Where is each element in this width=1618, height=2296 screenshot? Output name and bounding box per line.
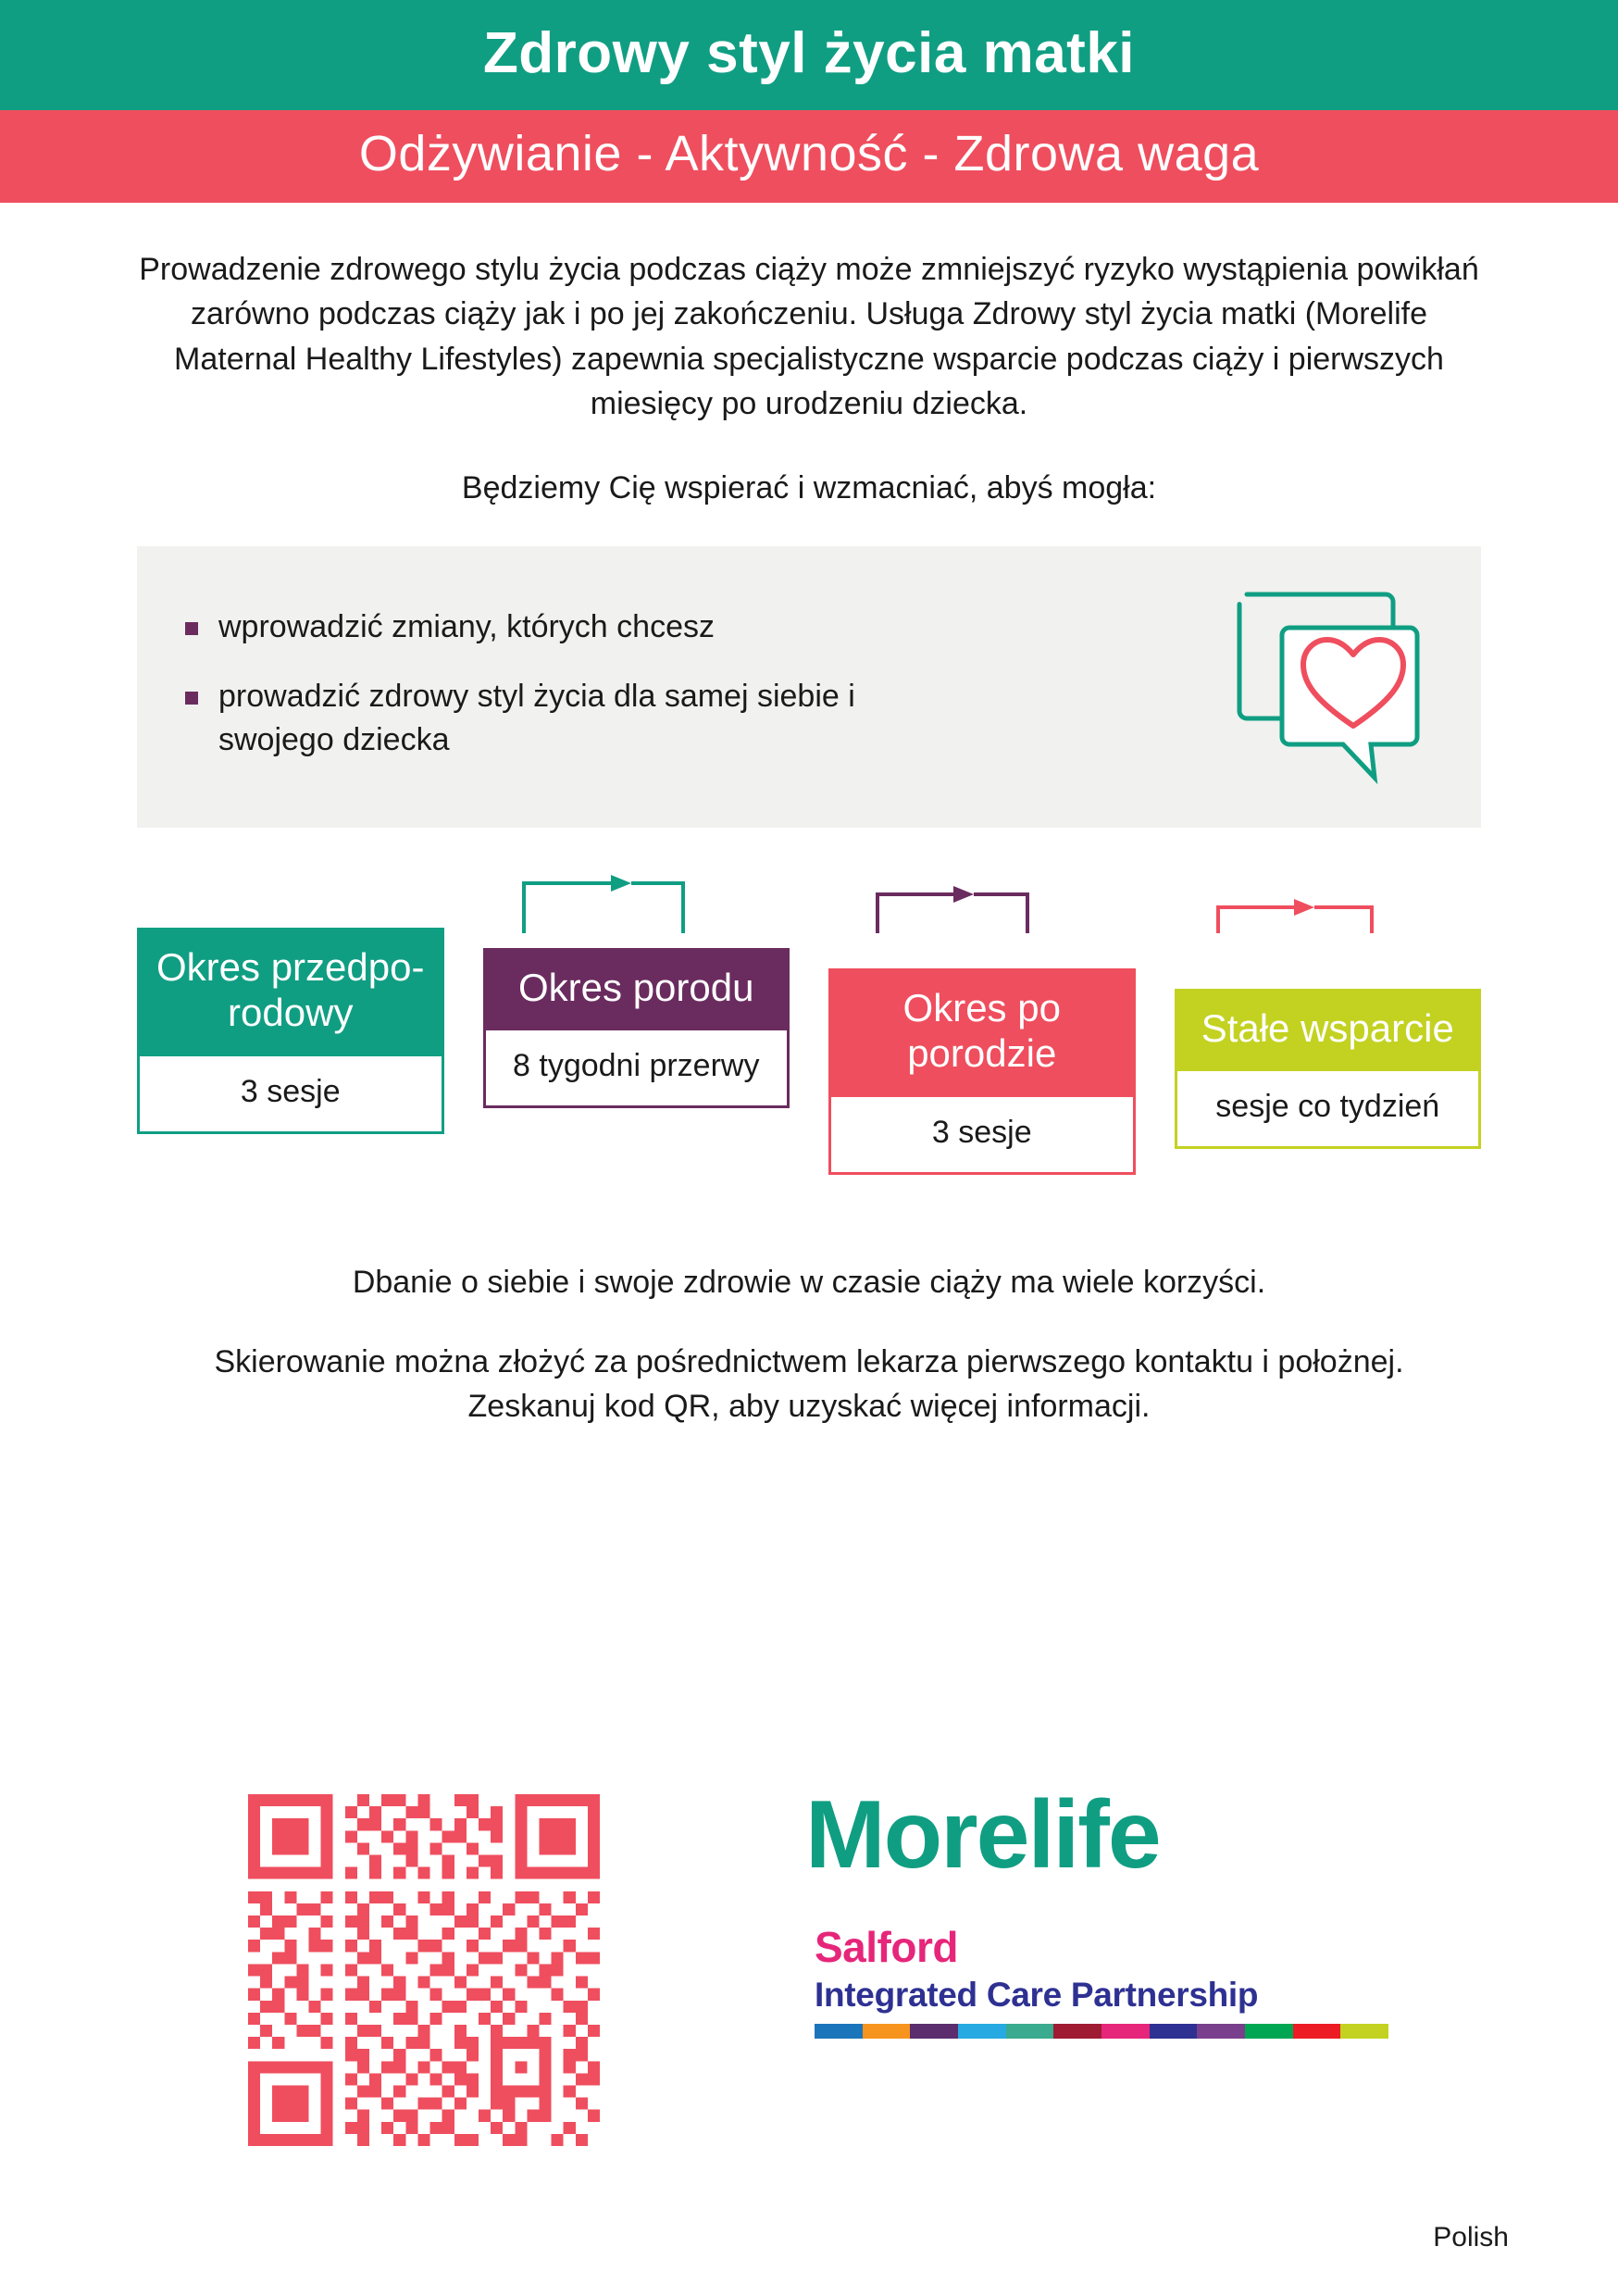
benefit-statement: Dbanie o siebie i swoje zdrowie w czasie ciąży ma wiele korzyści. [352,1264,1266,1300]
salford-logo-line2: Integrated Care Partnership [815,1976,1259,2014]
list-item-label: wprowadzić zmiany, których chcesz [218,609,715,645]
benefits-list [174,605,1222,762]
stage-title: Okres porodu [483,948,790,1031]
stage-title: Stałe wsparcie [1175,989,1482,1072]
intro-paragraph: Prowadzenie zdrowego stylu życia podczas ciąży może zmniejszyć ryzyko wystąpienia powikłań zarówno podczas ciąży jak i po jej zakończeniu. Usługa Zdrowy styl życia matki (Morelife Maternal Healthy Lifestyles) zapewnia specjalistyczne wsparcie podczas ciąży i pierwszych miesięcy po urodzeniu dziecka. [139,252,1479,421]
bullet-square-icon [185,622,198,635]
list-item [185,675,1222,762]
stage-birth [483,948,790,1108]
page-title: Zdrowy styl życia matki [0,0,1618,110]
stage-detail: sesje co tydzień [1175,1071,1482,1149]
salford-logo-line1: Salford [815,1923,958,1971]
stage-detail: 8 tygodni przerwy [483,1030,790,1108]
intro-lead-in: Będziemy Cię wspierać i wzmacniać, abyś mogła: [461,470,1157,506]
list-item-label: prowadzić zdrowy styl życia dla samej siebie i swojego dziecka [218,679,855,758]
page-subtitle: Odżywianie - Aktywność - Zdrowa waga [0,110,1618,203]
footer [0,1778,1618,2296]
salford-color-bar [815,2024,1388,2039]
benefits-panel [137,546,1481,828]
stage-detail: 3 sesje [137,1056,444,1134]
list-item [185,605,1222,649]
referral-instructions: Skierowanie można złożyć za pośrednictwem lekarza pierwszego kontaktu i położnej. Zeskanuj kod QR, aby uzyskać więcej informacji. [214,1343,1404,1424]
salford-icp-logo [815,1922,1388,2039]
language-label: Polish [1433,2222,1509,2252]
stage-title: Okres przedpo-rodowy [137,928,444,1056]
stage-title: Okres po porodzie [828,968,1136,1097]
stage-antenatal [137,928,444,1134]
pathway-stages [137,870,1481,1231]
morelife-logo: Morelife [805,1781,1160,1889]
stage-ongoing-support [1175,989,1482,1149]
bullet-square-icon [185,692,198,705]
speech-bubble-heart-icon [1222,578,1444,791]
stage-arrows [137,870,1481,935]
stage-postnatal [828,968,1136,1175]
qr-code[interactable] [248,1794,600,2146]
stage-detail: 3 sesje [828,1097,1136,1175]
branding [796,1781,1388,2039]
